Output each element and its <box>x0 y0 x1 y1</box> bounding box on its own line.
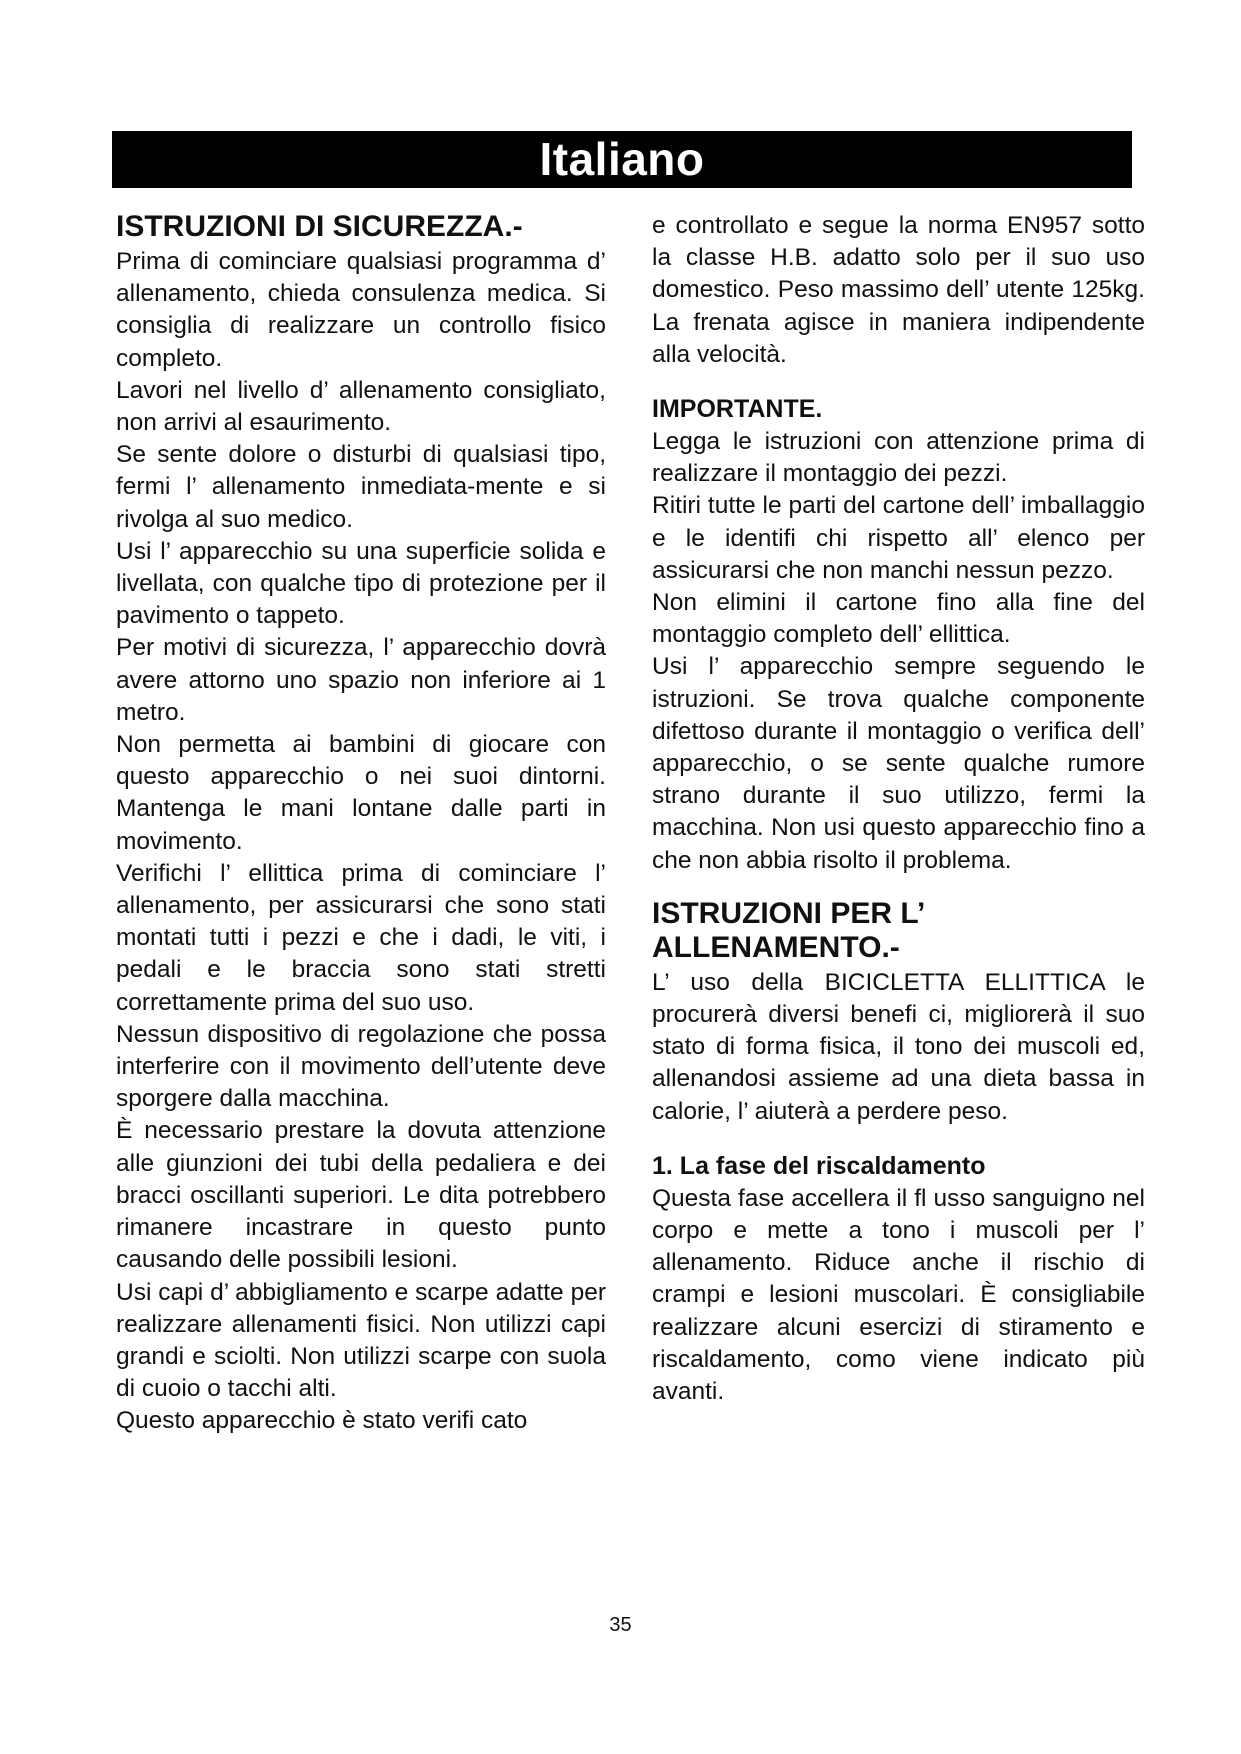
training-instructions-heading <box>652 897 1145 965</box>
safety-paragraph: Lavori nel livello d’ allenamento consigliato, non arrivi al esaurimento. <box>116 376 606 437</box>
safety-paragraph: Questo apparecchio è stato verifi cato <box>116 1407 528 1435</box>
safety-paragraph: Se sente dolore o disturbi di qualsiasi tipo, fermi l’ allenamento inmediata-mente e si rivolga al suo medico. <box>116 441 606 533</box>
safety-paragraph: Verifichi l’ ellittica prima di cominciare l’ allenamento, per assicurarsi che sono stati montati tutti i pezzi e che i dadi, le viti, i pedali e le braccia sono stati stretti correttamente prima del suo uso. <box>116 859 606 1016</box>
safety-paragraph: Per motivi di sicurezza, l’ apparecchio dovrà avere attorno uno spazio non inferiore ai 1 metro. <box>116 634 606 726</box>
training-heading-line-2: ALLENAMENTO.- <box>652 930 900 964</box>
important-paragraph: Usi l’ apparecchio sempre seguendo le istruzioni. Se trova qualche componente difettoso durante il montaggio o verifica dell’ apparecchio, o se sente qualche rumore strano durante il suo utilizzo, fermi la macchina. Non usi questo apparecchio fino a che non abbia risolto il problema. <box>652 653 1145 874</box>
safety-instructions-heading: ISTRUZIONI DI SICUREZZA.- <box>116 210 523 243</box>
important-paragraph: Non elimini il cartone fino alla fine del montaggio completo dell’ ellittica. <box>652 589 1145 649</box>
language-banner <box>112 131 1132 188</box>
safety-continuation: e controllato e segue la norma EN957 sotto la classe H.B. adatto solo per il suo uso domestico. Peso massimo dell’ utente 125kg. La frenata agisce in maniera indipendente alla velocità. <box>652 212 1145 368</box>
training-paragraph: L’ uso della BICICLETTA ELLITTICA le procurerà diversi benefi ci, migliorerà il suo stato di forma fisica, il tono dei muscoli ed, allenandosi assieme ad una dieta bassa in calorie, l’ aiuterà a perdere peso. <box>652 968 1145 1125</box>
important-heading: IMPORTANTE. <box>652 395 823 424</box>
safety-paragraph: Usi capi d’ abbigliamento e scarpe adatte per realizzare allenamenti fisici. Non utilizzi capi grandi e sciolti. Non utilizzi scarpe con suola di cuoio o tacchi alti. <box>116 1278 606 1403</box>
left-column <box>116 210 606 1438</box>
training-heading-line-1: ISTRUZIONI PER L’ <box>652 896 926 930</box>
important-paragraph: Ritiri tutte le parti del cartone dell’ imballaggio e le identifi chi rispetto all’ elenco per assicurarsi che non manchi nessun pezzo. <box>652 492 1145 584</box>
warmup-heading: 1. La fase del riscaldamento <box>652 1151 986 1180</box>
safety-paragraph: È necessario prestare la dovuta attenzione alle giunzioni dei tubi della pedaliera e dei bracci oscillanti superiori. Le dita potrebbero rimanere incastrare in questo punto causando delle possibili lesioni. <box>116 1117 606 1274</box>
safety-paragraph: Usi l’ apparecchio su una superficie solida e livellata, con qualche tipo di protezione per il pavimento o tappeto. <box>116 537 606 630</box>
safety-paragraph: Prima di cominciare qualsiasi programma d’ allenamento, chieda consulenza medica. Si consiglia di realizzare un controllo fisico completo. <box>116 248 606 372</box>
banner-title: Italiano <box>539 133 705 185</box>
safety-paragraph: Non permetta ai bambini di giocare con questo apparecchio o nei suoi dintorni. Mantenga le mani lontane dalle parti in movimento. <box>116 731 606 855</box>
warmup-paragraph: Questa fase accellera il fl usso sanguigno nel corpo e mette a tono i muscoli per l’ allenamento. Riduce anche il rischio di crampi e lesioni muscolari. È consigliabile realizzare alcuni esercizi di stiramento e riscaldamento, como viene indicato più avanti. <box>652 1184 1145 1406</box>
page-number: 35 <box>609 1614 632 1636</box>
safety-paragraph: Nessun dispositivo di regolazione che possa interferire con il movimento dell’utente deve sporgere dalla macchina. <box>116 1020 606 1113</box>
right-column <box>652 210 1145 1408</box>
important-paragraph: Legga le istruzioni con attenzione prima di realizzare il montaggio dei pezzi. <box>652 428 1145 488</box>
